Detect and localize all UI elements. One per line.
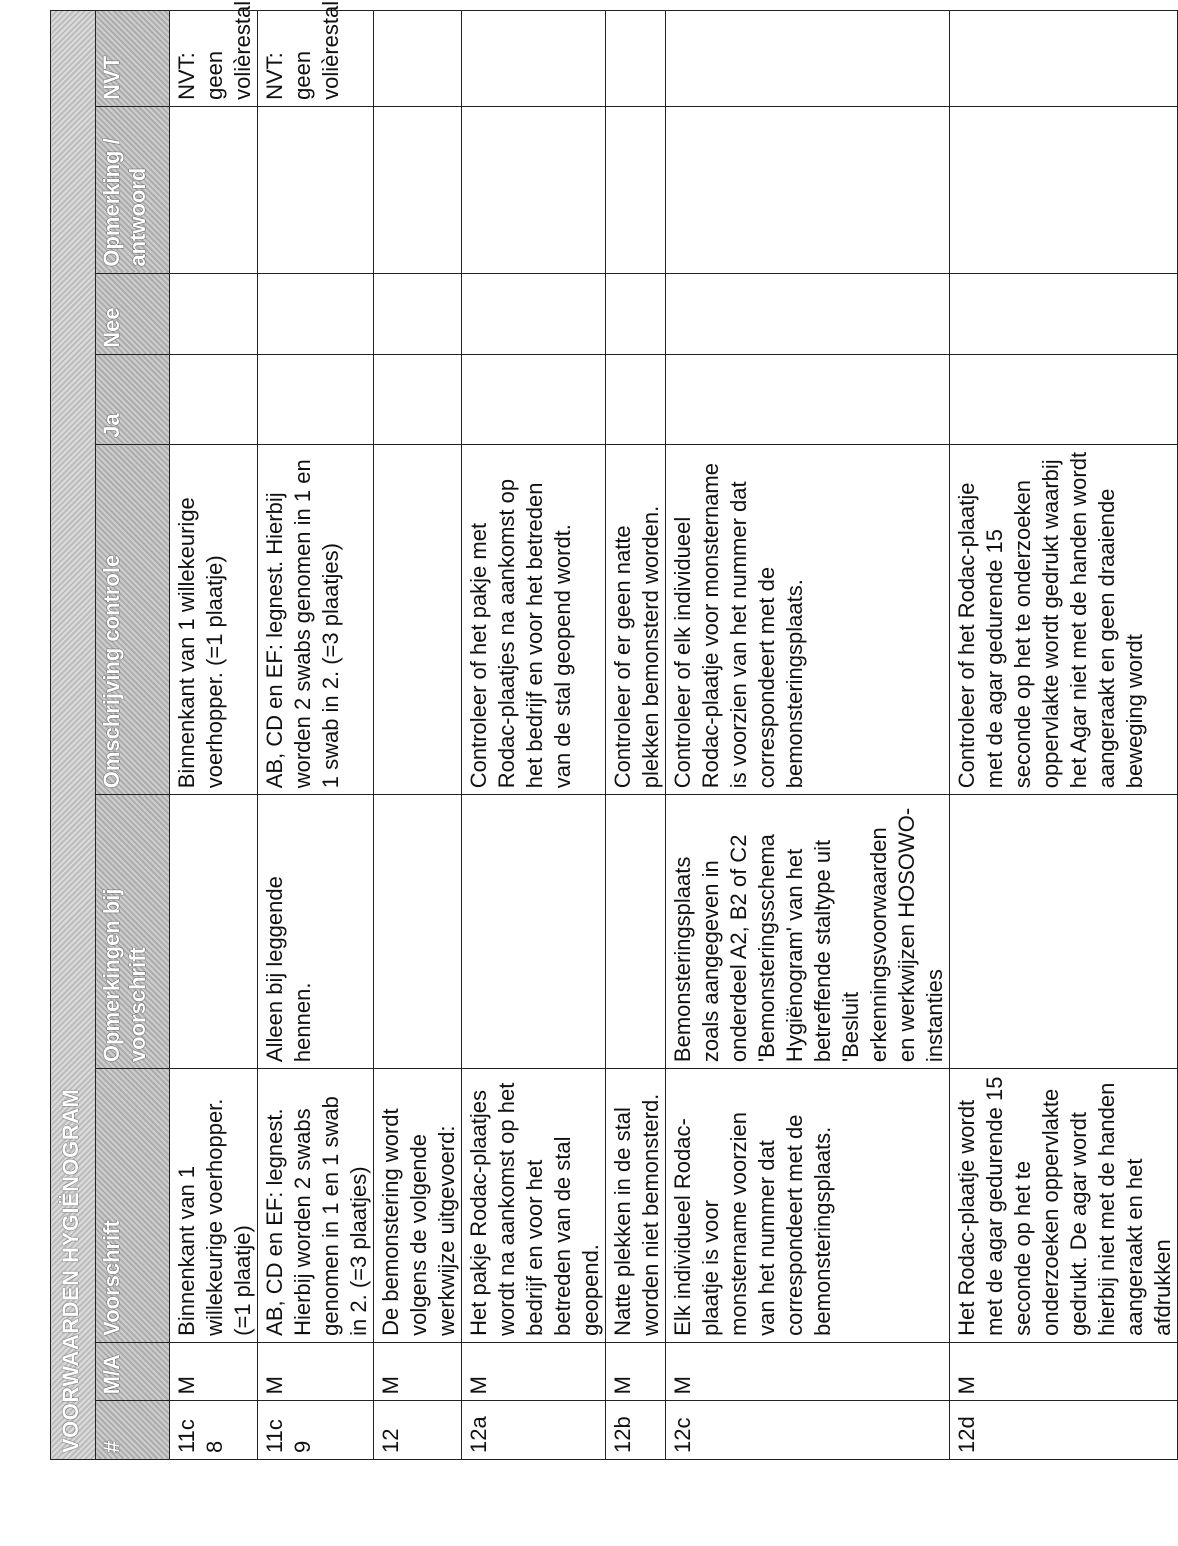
table-row [606, 11, 666, 1460]
cell-ja[interactable] [258, 354, 374, 444]
cell-voorschrift: Elk individueel Rodac-plaatje is voor monstername voorzien van het nummer dat correspondeert met de bemonsteringsplaats. [666, 1069, 950, 1343]
cell-ma: M [666, 1342, 950, 1401]
cell-ma: M [462, 1342, 606, 1401]
cell-opmerkingen [606, 795, 666, 1069]
cell-nvt [374, 11, 462, 107]
header-nee: Nee [96, 273, 170, 354]
cell-opmerkingen [462, 795, 606, 1069]
cell-ja[interactable] [666, 354, 950, 444]
cell-nvt [950, 11, 1178, 107]
cell-voorschrift: De bemonstering wordt volgens de volgende werkwijze uitgevoerd: [374, 1069, 462, 1343]
cell-nr: 12b [606, 1401, 666, 1460]
cell-opmerking[interactable] [374, 106, 462, 273]
header-opmerkingen: Opmerkingen bij voorschrift [96, 795, 170, 1069]
table-row [462, 11, 606, 1460]
cell-nvt [606, 11, 666, 107]
cell-nee[interactable] [666, 273, 950, 354]
cell-nee[interactable] [462, 273, 606, 354]
cell-nr: 11c 9 [258, 1401, 374, 1460]
cell-ma: M [950, 1342, 1178, 1401]
cell-nvt: NVT: geen volièrestal [170, 11, 258, 107]
cell-nee[interactable] [258, 273, 374, 354]
rotated-checklist-page [50, 0, 1175, 1460]
cell-ja[interactable] [606, 354, 666, 444]
cell-opmerking[interactable] [170, 106, 258, 273]
cell-voorschrift: AB, CD en EF: legnest. Hierbij worden 2 swabs genomen in 1 en 1 swab in 2. (=3 plaatjes) [258, 1069, 374, 1343]
cell-ma: M [258, 1342, 374, 1401]
cell-nr: 12d [950, 1401, 1178, 1460]
table-row [258, 11, 374, 1460]
cell-opmerking[interactable] [606, 106, 666, 273]
hygienogram-table [50, 0, 1178, 1460]
cell-nee[interactable] [950, 273, 1178, 354]
header-opmerking: Opmerking / antwoord [96, 106, 170, 273]
cell-omschrijving: Controleer of het Rodac-plaatje met de agar gedurende 15 seconde op het te onderzoeken oppervlakte wordt gedrukt waarbij het Agar niet met de handen wordt aangeraakt en geen draaiende beweging wordt [950, 444, 1178, 794]
table-title: VOORWAARDEN HYGIËNOGRAM [51, 11, 96, 1460]
table-row [666, 11, 950, 1460]
cell-nr: 12a [462, 1401, 606, 1460]
header-nvt: NVT [96, 11, 170, 107]
cell-ma: M [374, 1342, 462, 1401]
table-row [950, 11, 1178, 1460]
header-nr: # [96, 1401, 170, 1460]
cell-ja[interactable] [170, 354, 258, 444]
cell-opmerking[interactable] [950, 106, 1178, 273]
cell-nee[interactable] [606, 273, 666, 354]
cell-voorschrift: Natte plekken in de stal worden niet bemonsterd. [606, 1069, 666, 1343]
header-row [96, 11, 170, 1460]
table-row [374, 11, 462, 1460]
cell-nr: 12c [666, 1401, 950, 1460]
cell-nee[interactable] [170, 273, 258, 354]
cell-omschrijving: Binnenkant van 1 willekeurige voerhopper. (=1 plaatje) [170, 444, 258, 794]
cell-voorschrift: Binnenkant van 1 willekeurige voerhopper. (=1 plaatje) [170, 1069, 258, 1343]
cell-ma: M [170, 1342, 258, 1401]
cell-opmerkingen: Alleen bij leggende hennen. [258, 795, 374, 1069]
header-voorschrift: Voorschrift [96, 1069, 170, 1343]
cell-opmerking[interactable] [258, 106, 374, 273]
cell-omschrijving [374, 444, 462, 794]
cell-nvt [666, 11, 950, 107]
cell-ja[interactable] [462, 354, 606, 444]
cell-opmerking[interactable] [462, 106, 606, 273]
cell-opmerkingen [170, 795, 258, 1069]
cell-omschrijving: Controleer of elk individueel Rodac-plaatje voor monstername is voorzien van het nummer dat correspondeert met de bemonsteringsplaats. [666, 444, 950, 794]
cell-nvt: NVT: geen volièrestal [258, 11, 374, 107]
cell-nr: 11c 8 [170, 1401, 258, 1460]
cell-nee[interactable] [374, 273, 462, 354]
header-ma: M/A [96, 1342, 170, 1401]
header-omschrijving: Omschrijving controle [96, 444, 170, 794]
cell-ja[interactable] [374, 354, 462, 444]
title-row [51, 11, 96, 1460]
cell-omschrijving: Controleer of er geen natte plekken bemonsterd worden. [606, 444, 666, 794]
cell-ja[interactable] [950, 354, 1178, 444]
cell-ma: M [606, 1342, 666, 1401]
table-row [170, 11, 258, 1460]
cell-nvt [462, 11, 606, 107]
cell-voorschrift: Het Rodac-plaatje wordt met de agar gedurende 15 seconde op het te onderzoeken oppervlakte gedrukt. De agar wordt hierbij niet met de handen aangeraakt en het afdrukken [950, 1069, 1178, 1343]
header-ja: Ja [96, 354, 170, 444]
cell-opmerking[interactable] [666, 106, 950, 273]
cell-nr: 12 [374, 1401, 462, 1460]
cell-omschrijving: AB, CD en EF: legnest. Hierbij worden 2 swabs genomen in 1 en 1 swab in 2. (=3 plaatjes) [258, 444, 374, 794]
cell-opmerkingen [950, 795, 1178, 1069]
cell-omschrijving: Controleer of het pakje met Rodac-plaatjes na aankomst op het bedrijf en voor het betreden van de stal geopend wordt. [462, 444, 606, 794]
cell-voorschrift: Het pakje Rodac-plaatjes wordt na aankomst op het bedrijf en voor het betreden van de stal geopend. [462, 1069, 606, 1343]
cell-opmerkingen [374, 795, 462, 1069]
cell-opmerkingen: Bemonsteringsplaats zoals aangegeven in onderdeel A2, B2 of C2 'Bemonsteringsschema Hygiënogram' van het betreffende staltype uit 'Besluit erkenningsvoorwaarden en werkwijzen HOSOWO-instanties [666, 795, 950, 1069]
